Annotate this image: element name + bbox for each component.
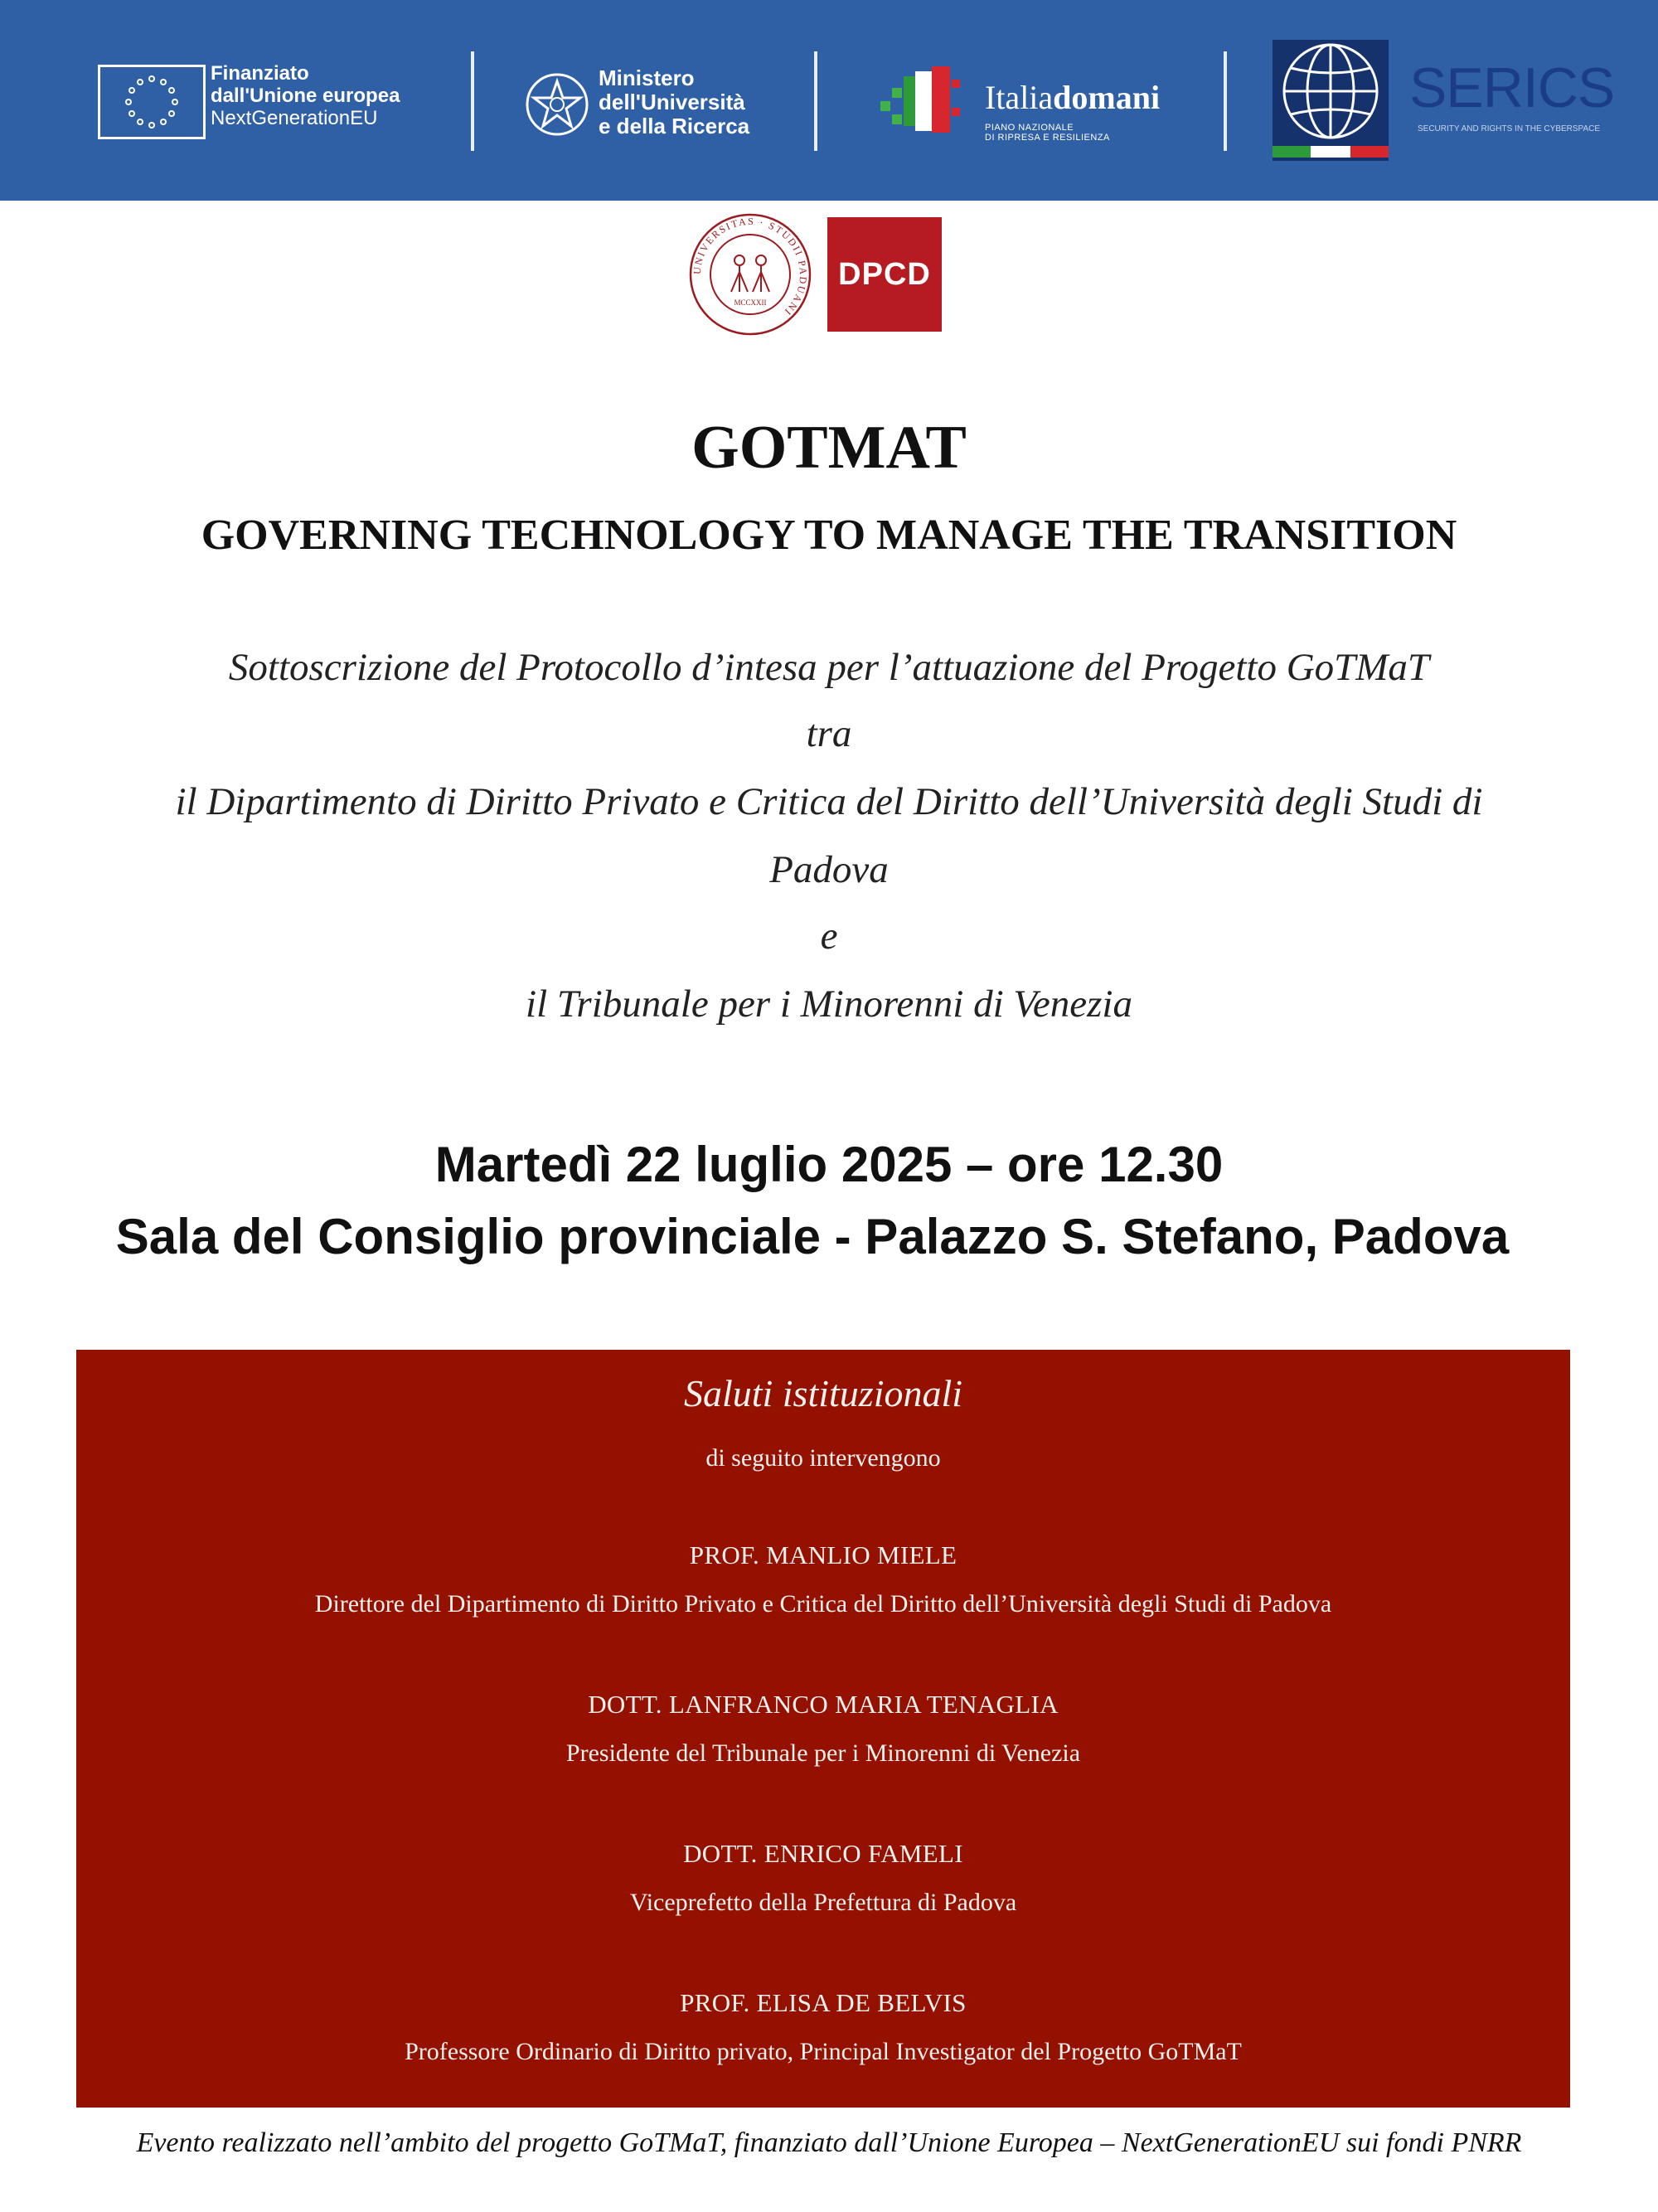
university-seal-icon [688,212,812,337]
description-line: il Tribunale per i Minorenni di Venezia [526,982,1132,1026]
seal-year: MCCXXII [734,298,767,307]
serics-sub: SECURITY AND RIGHTS IN THE CYBERSPACE [1418,124,1601,133]
italiadomani-sub [985,123,1110,143]
program-box [76,1350,1570,2108]
event-date-time: Martedì 22 luglio 2025 – ore 12.30 [434,1137,1224,1192]
mur-label [599,66,749,138]
eu-funding-label [211,63,400,130]
event-subtitle: GOVERNING TECHNOLOGY TO MANAGE THE TRANSITION [201,512,1457,559]
description-line: Sottoscrizione del Protocollo d’intesa per l’attuazione del Progetto GoTMaT [228,646,1430,689]
italian-republic-emblem-icon [524,71,590,138]
speaker-role: Direttore del Dipartimento di Diritto Privato e Critica del Diritto dell’Università degli Studi di Padova [314,1590,1332,1618]
italiadomani-sub2: DI RIPRESA E RESILIENZA [985,133,1110,143]
italiadomani-name-a: Italia [985,79,1054,116]
eu-line1: Finanziato [211,62,309,85]
dpcd-logo: DPCD [827,217,942,332]
program-intro: di seguito intervengono [705,1444,941,1472]
speaker-name: PROF. ELISA DE BELVIS [680,1988,967,2017]
description-line: tra [806,712,852,755]
mur-line3: e della Ricerca [599,114,750,139]
mur-line1: Ministero [599,65,695,90]
italiadomani-name [985,80,1160,117]
banner-divider [1224,51,1227,151]
seal-text: UNIVERSITAS · STUDII PADUANI [691,215,810,319]
banner-divider [471,51,474,151]
description-line: Padova [769,848,889,891]
event-title: GOTMAT [691,414,967,482]
italiadomani-sub1: PIANO NAZIONALE [985,123,1074,133]
funding-banner [0,0,1658,201]
serics-name: SERICS [1409,56,1615,119]
speaker-name: PROF. MANLIO MIELE [689,1540,957,1569]
speaker-name: DOTT. ENRICO FAMELI [683,1839,963,1868]
eu-line2: dall'Unione europea [211,84,400,107]
mur-line2: dell'Università [599,90,745,115]
program-heading: Saluti istituzionali [683,1372,963,1414]
description-line: e [820,914,838,958]
speaker-name: DOTT. LANFRANCO MARIA TENAGLIA [588,1690,1059,1719]
italiadomani-mark-icon [874,55,982,146]
event-venue: Sala del Consiglio provinciale - Palazzo S. Stefano, Padova [115,1209,1510,1264]
banner-divider [814,51,817,151]
speaker-role: Professore Ordinario di Diritto privato, Principal Investigator del Progetto GoTMaT [405,2038,1242,2065]
italiadomani-name-b: domani [1053,79,1161,116]
speaker-role: Viceprefetto della Prefettura di Padova [629,1889,1017,1916]
speaker-role: Presidente del Tribunale per i Minorenni di Venezia [565,1739,1081,1767]
footer-note: Evento realizzato nell’ambito del progetto GoTMaT, finanziato dall’Unione Europea – NextGenerationEU sui fondi PNRR [136,2127,1522,2158]
eu-line3: NextGenerationEU [211,106,378,129]
description-line: il Dipartimento di Diritto Privato e Critica del Diritto dell’Università degli Studi di [175,780,1483,823]
serics-globe-icon [1273,40,1389,161]
eu-flag-icon [98,65,206,139]
